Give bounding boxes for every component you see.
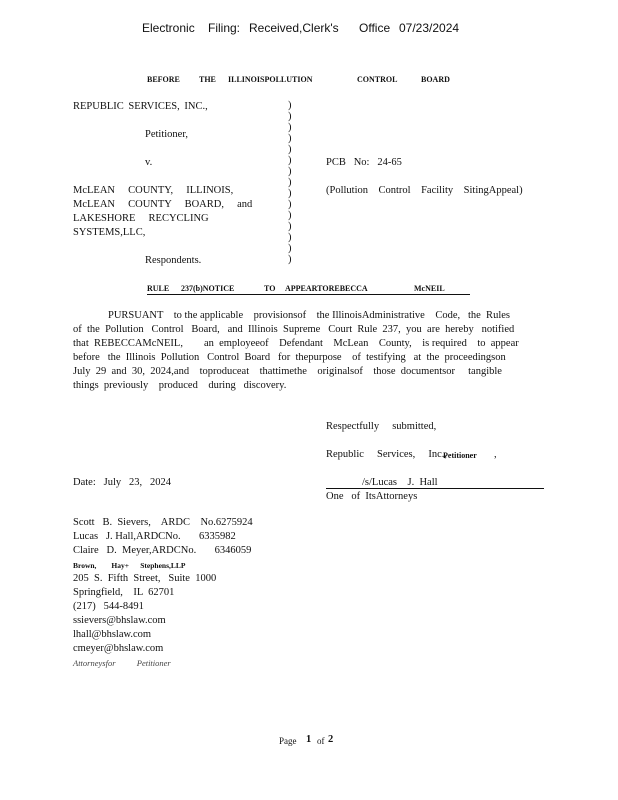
phone: (217) 544-8491	[73, 601, 144, 612]
caption-paren: )	[288, 188, 292, 199]
body-line: PURSUANT to the applicable provisionsof the IllinoisAdministrative Code, the Rules	[108, 310, 510, 321]
caption-paren: )	[288, 254, 292, 265]
page-label: Page	[279, 736, 297, 746]
email: ssievers@bhslaw.com	[73, 615, 166, 626]
case-type: (Pollution Control Facility SitingAppeal)	[326, 185, 523, 196]
signature-line	[326, 488, 544, 489]
email: cmeyer@bhslaw.com	[73, 643, 164, 654]
notice-title-word: TO	[264, 284, 276, 293]
counsel-role: Attorneysfor Petitioner	[73, 658, 171, 668]
board-title-word: ILLINOISPOLLUTION	[228, 75, 313, 84]
electronic-signature: /s/Lucas J. Hall	[362, 477, 438, 488]
page-number: 1	[306, 734, 312, 745]
board-title-word: BEFORE	[147, 75, 180, 84]
body-line: before the Illinois Pollution Control Board for thepurpose of testifying at the proceedingson	[73, 352, 506, 363]
page-total: 2	[328, 734, 334, 745]
counsel-line: Lucas J. Hall,ARDCNo. 6335982	[73, 531, 236, 542]
caption-paren: )	[288, 199, 292, 210]
notice-title-word: 237(b)NOTICE	[181, 284, 235, 293]
caption-paren: )	[288, 232, 292, 243]
attorney-line: One of ItsAttorneys	[326, 491, 418, 502]
header-received: Received,Clerk's	[249, 21, 339, 35]
of-label: of	[317, 736, 325, 746]
body-line: July 29 and 30, 2024,and toproduceat thattimethe originalsof those documentsor tangible	[73, 366, 502, 377]
caption-paren: )	[288, 133, 292, 144]
versus: v.	[145, 157, 153, 168]
notice-title-underline	[147, 294, 470, 295]
caption-paren: )	[288, 243, 292, 254]
header-electronic: Electronic	[142, 21, 195, 35]
notice-title-word: RULE	[147, 284, 170, 293]
caption-paren: )	[288, 122, 292, 133]
address-line: Springfield, IL 62701	[73, 587, 175, 598]
board-title-word: THE	[199, 75, 216, 84]
respondent-line: LAKESHORE RECYCLING	[73, 213, 209, 224]
signature-date: Date: July 23, 2024	[73, 477, 171, 488]
notice-title-word: McNEIL	[414, 284, 445, 293]
counsel-line: Scott B. Sievers, ARDC No.6275924	[73, 517, 253, 528]
caption-paren: )	[288, 100, 292, 111]
header-date: 07/23/2024	[399, 21, 460, 35]
petitioner-role: Petitioner,	[145, 129, 189, 140]
caption-paren: )	[288, 144, 292, 155]
counsel-line: Claire D. Meyer,ARDCNo. 6346059	[73, 545, 252, 556]
party-role: Petitioner	[443, 451, 477, 460]
address-line: 205 S. Fifth Street, Suite 1000	[73, 573, 217, 584]
caption-paren: )	[288, 111, 292, 122]
party-comma: ,	[494, 449, 497, 460]
caption-paren: )	[288, 210, 292, 221]
body-line: of the Pollution Control Board, and Illinois Supreme Court Rule 237, you are hereby notified	[73, 324, 515, 335]
party-name: Republic Services, Inc.,	[326, 449, 448, 460]
caption-paren: )	[288, 177, 292, 188]
respondent-line: McLEAN COUNTY, ILLINOIS,	[73, 185, 234, 196]
closing: Respectfully submitted,	[326, 421, 437, 432]
header-filing: Filing:	[208, 21, 241, 35]
caption-paren: )	[288, 221, 292, 232]
firm-name: Brown, Hay+ Stephens,LLP	[73, 561, 186, 570]
caption-paren: )	[288, 155, 292, 166]
case-number: PCB No: 24-65	[326, 157, 402, 168]
caption-paren: )	[288, 166, 292, 177]
notice-title-word: APPEARTOREBECCA	[285, 284, 368, 293]
body-line: things previously produced during discovery.	[73, 380, 287, 391]
board-title-word: CONTROL	[357, 75, 398, 84]
board-title-word: BOARD	[421, 75, 450, 84]
header-office: Office	[359, 21, 391, 35]
respondents-role: Respondents.	[145, 255, 202, 266]
respondent-line: SYSTEMS,LLC,	[73, 227, 146, 238]
body-line: that REBECCAMcNEIL, an employeeof Defendant McLean County, is required to appear	[73, 338, 519, 349]
respondent-line: McLEAN COUNTY BOARD, and	[73, 199, 253, 210]
petitioner-name: REPUBLIC SERVICES, INC.,	[73, 101, 208, 112]
email: lhall@bhslaw.com	[73, 629, 152, 640]
